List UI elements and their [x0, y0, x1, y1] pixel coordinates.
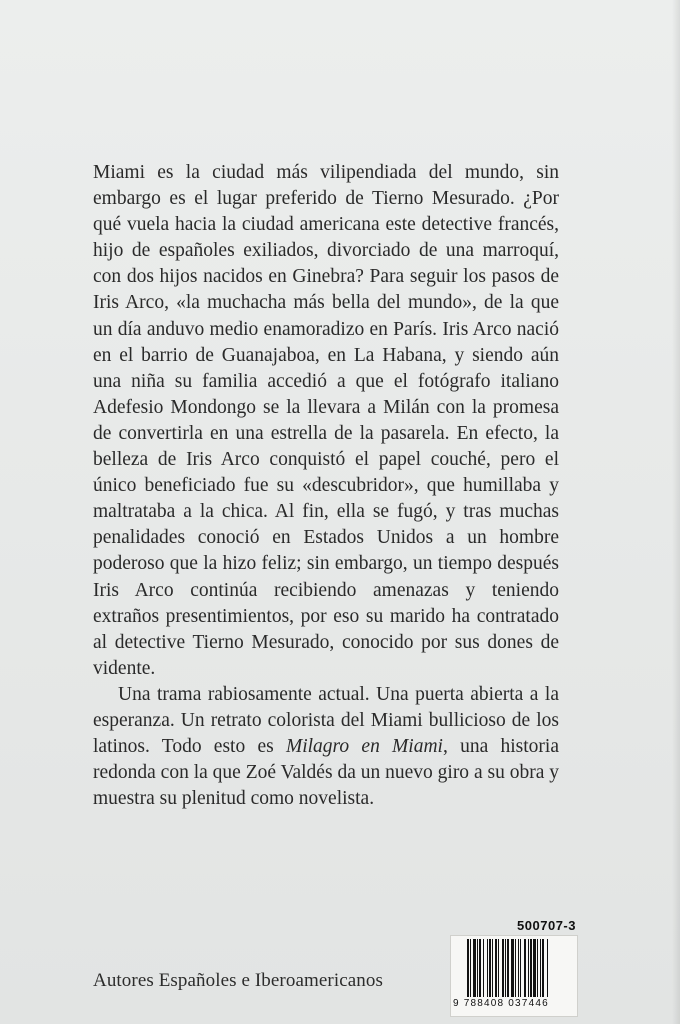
barcode-icon — [467, 939, 571, 997]
synopsis-text: Una trama rabiosamente actual. Una puerta abierta a la esperanza. Un retrato colorista del Miami bullicioso de los latinos. Todo esto es — [93, 683, 559, 758]
product-code: 500707-3 — [517, 918, 576, 933]
book-title: Milagro en Miami — [285, 736, 443, 758]
barcode-block — [450, 918, 580, 1016]
synopsis — [93, 160, 559, 812]
synopsis-paragraph-1: Miami es la ciudad más vilipendiada del mundo, sin embargo es el lugar preferido de Tierno Mesurado. ¿Por qué vuela hacia la ciudad americana este detective francés, hijo de españoles exiliados, divorciado de una marroquí, con dos hijos nacidos en Ginebra? Para seguir los pasos de Iris Arco, «la muchacha más bella del mundo», de la que un día anduvo medio enamoradizo en París. Iris Arco nació en el barrio de Guanajaboa, en La Habana, y siendo aún una niña su familia accedió a que el fotógrafo italiano Adefesio Mondongo se la llevara a Milán con la promesa de convertirla en una estrella de la pasarela. En efecto, la belleza de Iris Arco conquistó el papel couché, pero el único beneficiado fue su «descubridor», que humillaba y maltrataba a la chica. Al fin, ella se fugó, y tras muchas penalidades conoció en Estados Unidos a un hombre poderoso que la hizo feliz; sin embargo, un tiempo después Iris Arco continúa recibiendo amenazas y teniendo extraños presentimientos, por eso su marido ha contratado al detective Tierno Mesurado, conocido por sus dones de vidente. — [93, 162, 559, 679]
barcode — [450, 935, 578, 1017]
synopsis-text: , una historia redonda con la que Zoé Valdés da un nuevo giro a su obra y muestra su plenitud como novelista. — [93, 736, 559, 810]
synopsis-paragraph-2 — [93, 682, 559, 812]
publisher-collection: Autores Españoles e Iberoamericanos — [93, 970, 383, 991]
isbn-number: 9 788408 037446 — [453, 998, 549, 1009]
